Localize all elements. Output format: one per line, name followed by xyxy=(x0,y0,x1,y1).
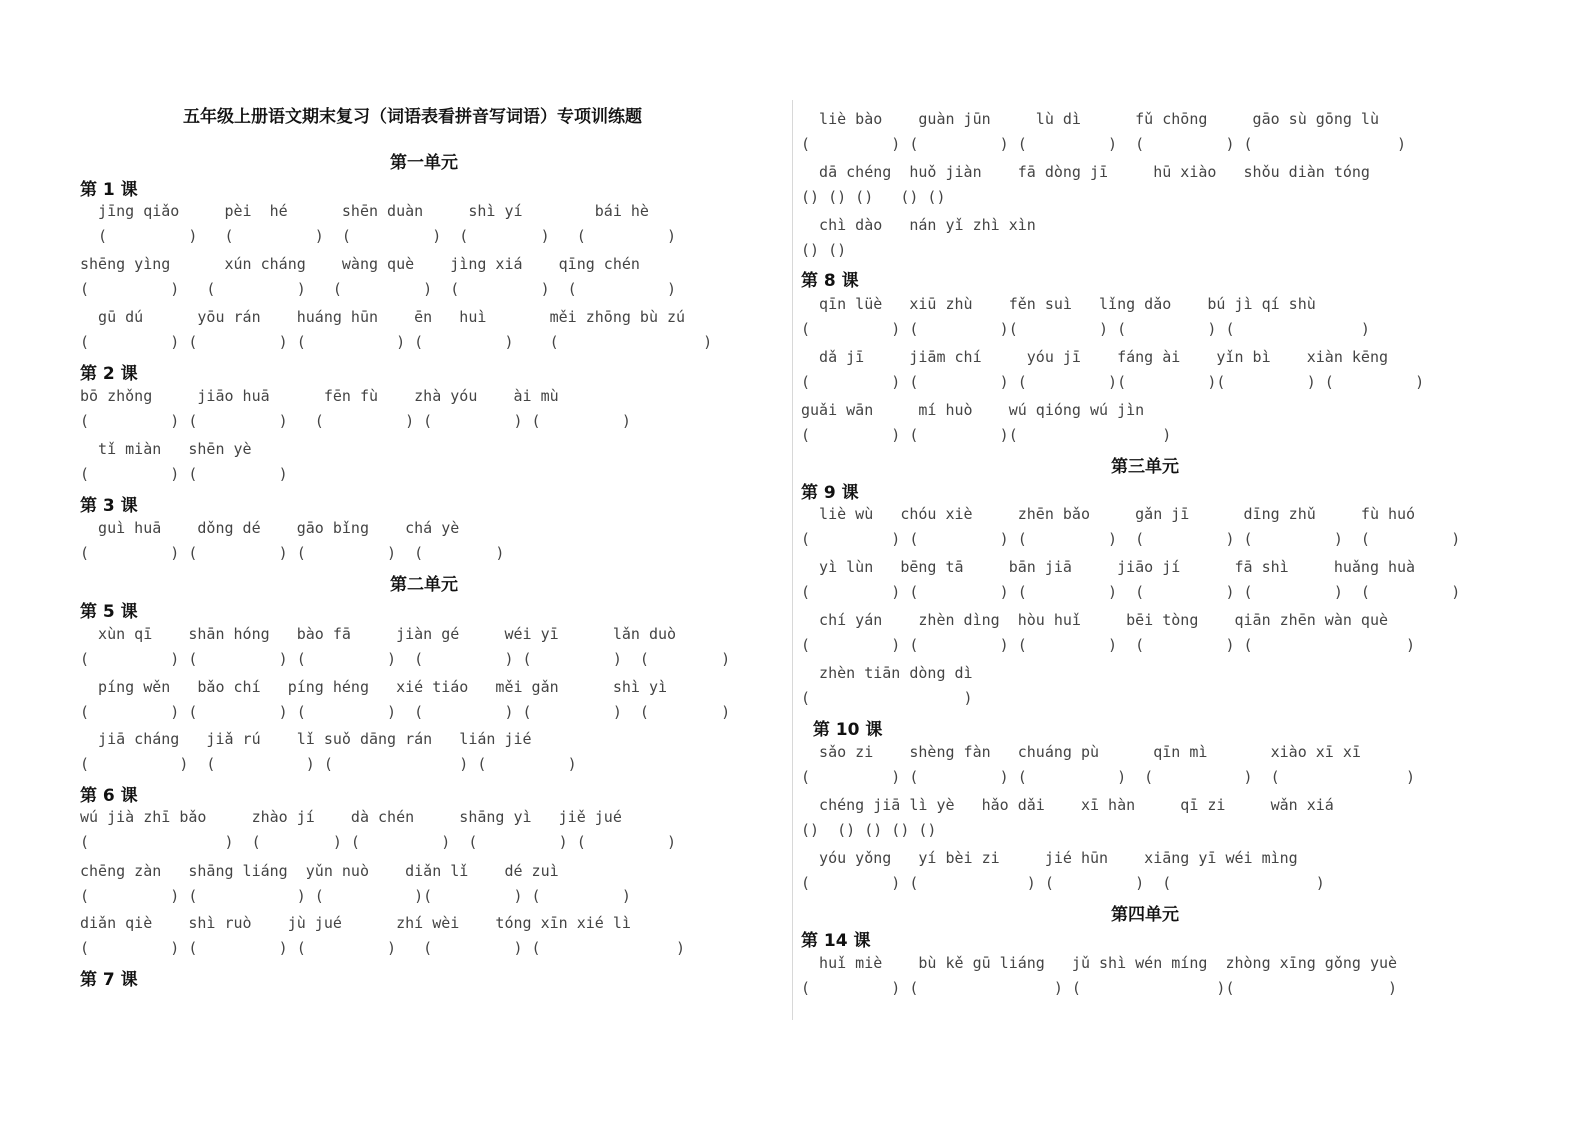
unit-heading: 第一单元 xyxy=(390,153,458,173)
pinyin-line: dǎ jī jiām chí yóu jī fáng ài yǐn bì xiàn kēng xyxy=(801,348,1388,366)
left-column xyxy=(0,0,790,1122)
unit-heading: 第二单元 xyxy=(390,575,458,595)
answer-blanks-line: ( ) ( )( ) ( ) ( ) xyxy=(801,320,1370,338)
pinyin-line: píng wěn bǎo chí píng héng xié tiáo měi gǎn shì yì xyxy=(80,678,667,696)
answer-blanks-line: ( ) ( ) ( ) ( ) ( ) xyxy=(80,280,677,298)
pinyin-line: zhèn tiān dòng dì xyxy=(801,664,973,682)
answer-blanks-line: () () xyxy=(801,241,847,259)
pinyin-line: bō zhǒng jiāo huā fēn fù zhà yóu ài mù xyxy=(80,387,559,405)
lesson-heading: 第 6 课 xyxy=(80,786,138,806)
answer-blanks-line: ( ) ( ) ( ) ( ) xyxy=(80,755,577,773)
answer-blanks-line: ( ) ( ) ( ) ( ) ( ) ( ) xyxy=(801,530,1461,548)
answer-blanks-line: ( ) ( ) xyxy=(80,465,288,483)
page-title: 五年级上册语文期末复习（词语表看拼音写词语）专项训练题 xyxy=(183,107,642,127)
answer-blanks-line: ( ) ( ) ( ) ( ) ( ) xyxy=(801,135,1407,153)
pinyin-line: xùn qī shān hóng bào fā jiàn gé wéi yī lǎn duò xyxy=(80,625,677,643)
answer-blanks-line: ( ) ( )( ) xyxy=(801,426,1172,444)
answer-blanks-line: ( ) ( ) ( )( )( ) ( ) xyxy=(801,373,1425,391)
pinyin-line: chéng jiā lì yè hǎo dǎi xī hàn qī zi wǎn xiá xyxy=(801,796,1334,814)
pinyin-line: liè wù chóu xiè zhēn bǎo gǎn jī dīng zhǔ fù huó xyxy=(801,505,1416,523)
pinyin-line: guǎi wān mí huò wú qióng wú jìn xyxy=(801,401,1145,419)
lesson-heading: 第 5 课 xyxy=(80,602,138,622)
pinyin-line: chēng zàn shāng liáng yǔn nuò diǎn lǐ dé zuì xyxy=(80,862,559,880)
answer-blanks-line: ( ) ( ) ( ) ( ) ( ) ( ) xyxy=(80,650,731,668)
pinyin-line: jiā cháng jiǎ rú lǐ suǒ dāng rán lián jié xyxy=(80,730,532,748)
pinyin-line: guì huā dǒng dé gāo bǐng chá yè xyxy=(80,519,460,537)
lesson-heading: 第 1 课 xyxy=(80,180,138,200)
pinyin-line: sǎo zi shèng fàn chuáng pù qīn mì xiào xī xī xyxy=(801,743,1361,761)
pinyin-line: tǐ miàn shēn yè xyxy=(80,440,252,458)
pinyin-line: jīng qiǎo pèi hé shēn duàn shì yí bái hè xyxy=(80,202,649,220)
pinyin-line: qīn lüè xiū zhù fěn suì lǐng dǎo bú jì qí shù xyxy=(801,295,1316,313)
pinyin-line: chì dào nán yǐ zhì xìn xyxy=(801,216,1036,234)
answer-blanks-line: ( ) ( ) ( ) ( ) ( ) ( ) xyxy=(801,583,1461,601)
answer-blanks-line: ( ) xyxy=(801,689,973,707)
answer-blanks-line: ( ) ( ) ( ) ( ) ( ) xyxy=(80,333,713,351)
right-column xyxy=(793,0,1587,1122)
lesson-heading: 第 9 课 xyxy=(801,483,859,503)
pinyin-line: shēng yìng xún cháng wàng què jìng xiá qīng chén xyxy=(80,255,640,273)
lesson-heading: 第 7 课 xyxy=(80,970,138,990)
answer-blanks-line: () () () () () xyxy=(801,821,937,839)
answer-blanks-line: ( ) ( ) ( ) ( ) ( ) xyxy=(80,227,677,245)
pinyin-line: yóu yǒng yí bèi zi jié hūn xiāng yī wéi mìng xyxy=(801,849,1298,867)
pinyin-line: dā chéng huǒ jiàn fā dòng jī hū xiào shǒu diàn tóng xyxy=(801,163,1370,181)
lesson-heading: 第 14 课 xyxy=(801,931,871,951)
pinyin-line: wú jià zhī bǎo zhào jí dà chén shāng yì jiě jué xyxy=(80,808,622,826)
lesson-heading: 第 8 课 xyxy=(801,271,859,291)
answer-blanks-line: ( ) ( ) ( ) ( ) ( ) xyxy=(80,412,631,430)
pinyin-line: diǎn qiè shì ruò jù jué zhí wèi tóng xīn xié lì xyxy=(80,914,631,932)
pinyin-line: liè bào guàn jūn lù dì fǔ chōng gāo sù gōng lù xyxy=(801,110,1379,128)
answer-blanks-line: ( ) ( ) ( ) ( ) ( ) xyxy=(80,833,677,851)
answer-blanks-line: ( ) ( ) ( ) ( ) ( ) xyxy=(80,939,686,957)
answer-blanks-line: ( ) ( ) ( ) ( ) ( ) ( ) xyxy=(80,703,731,721)
answer-blanks-line: ( ) ( ) ( ) ( ) xyxy=(80,544,505,562)
answer-blanks-line: ( ) ( ) ( ) ( ) xyxy=(801,874,1325,892)
unit-heading: 第四单元 xyxy=(1111,905,1179,925)
lesson-heading: 第 2 课 xyxy=(80,364,138,384)
answer-blanks-line: () () () () () xyxy=(801,188,946,206)
answer-blanks-line: ( ) ( ) ( ) ( ) ( ) xyxy=(801,636,1416,654)
unit-heading: 第三单元 xyxy=(1111,457,1179,477)
pinyin-line: yì lùn bēng tā bān jiā jiāo jí fā shì huǎng huà xyxy=(801,558,1416,576)
answer-blanks-line: ( ) ( ) ( ) ( ) ( ) xyxy=(801,768,1416,786)
answer-blanks-line: ( ) ( ) ( )( ) xyxy=(801,979,1398,997)
lesson-heading: 第 3 课 xyxy=(80,496,138,516)
pinyin-line: gū dú yōu rán huáng hūn ēn huì měi zhōng bù zú xyxy=(80,308,686,326)
answer-blanks-line: ( ) ( ) ( )( ) ( ) xyxy=(80,887,631,905)
pinyin-line: chí yán zhèn dìng hòu huǐ bēi tòng qiān zhēn wàn què xyxy=(801,611,1388,629)
lesson-heading: 第 10 课 xyxy=(801,720,883,740)
pinyin-line: huǐ miè bù kě gū liáng jǔ shì wén míng zhòng xīng gǒng yuè xyxy=(801,954,1398,972)
